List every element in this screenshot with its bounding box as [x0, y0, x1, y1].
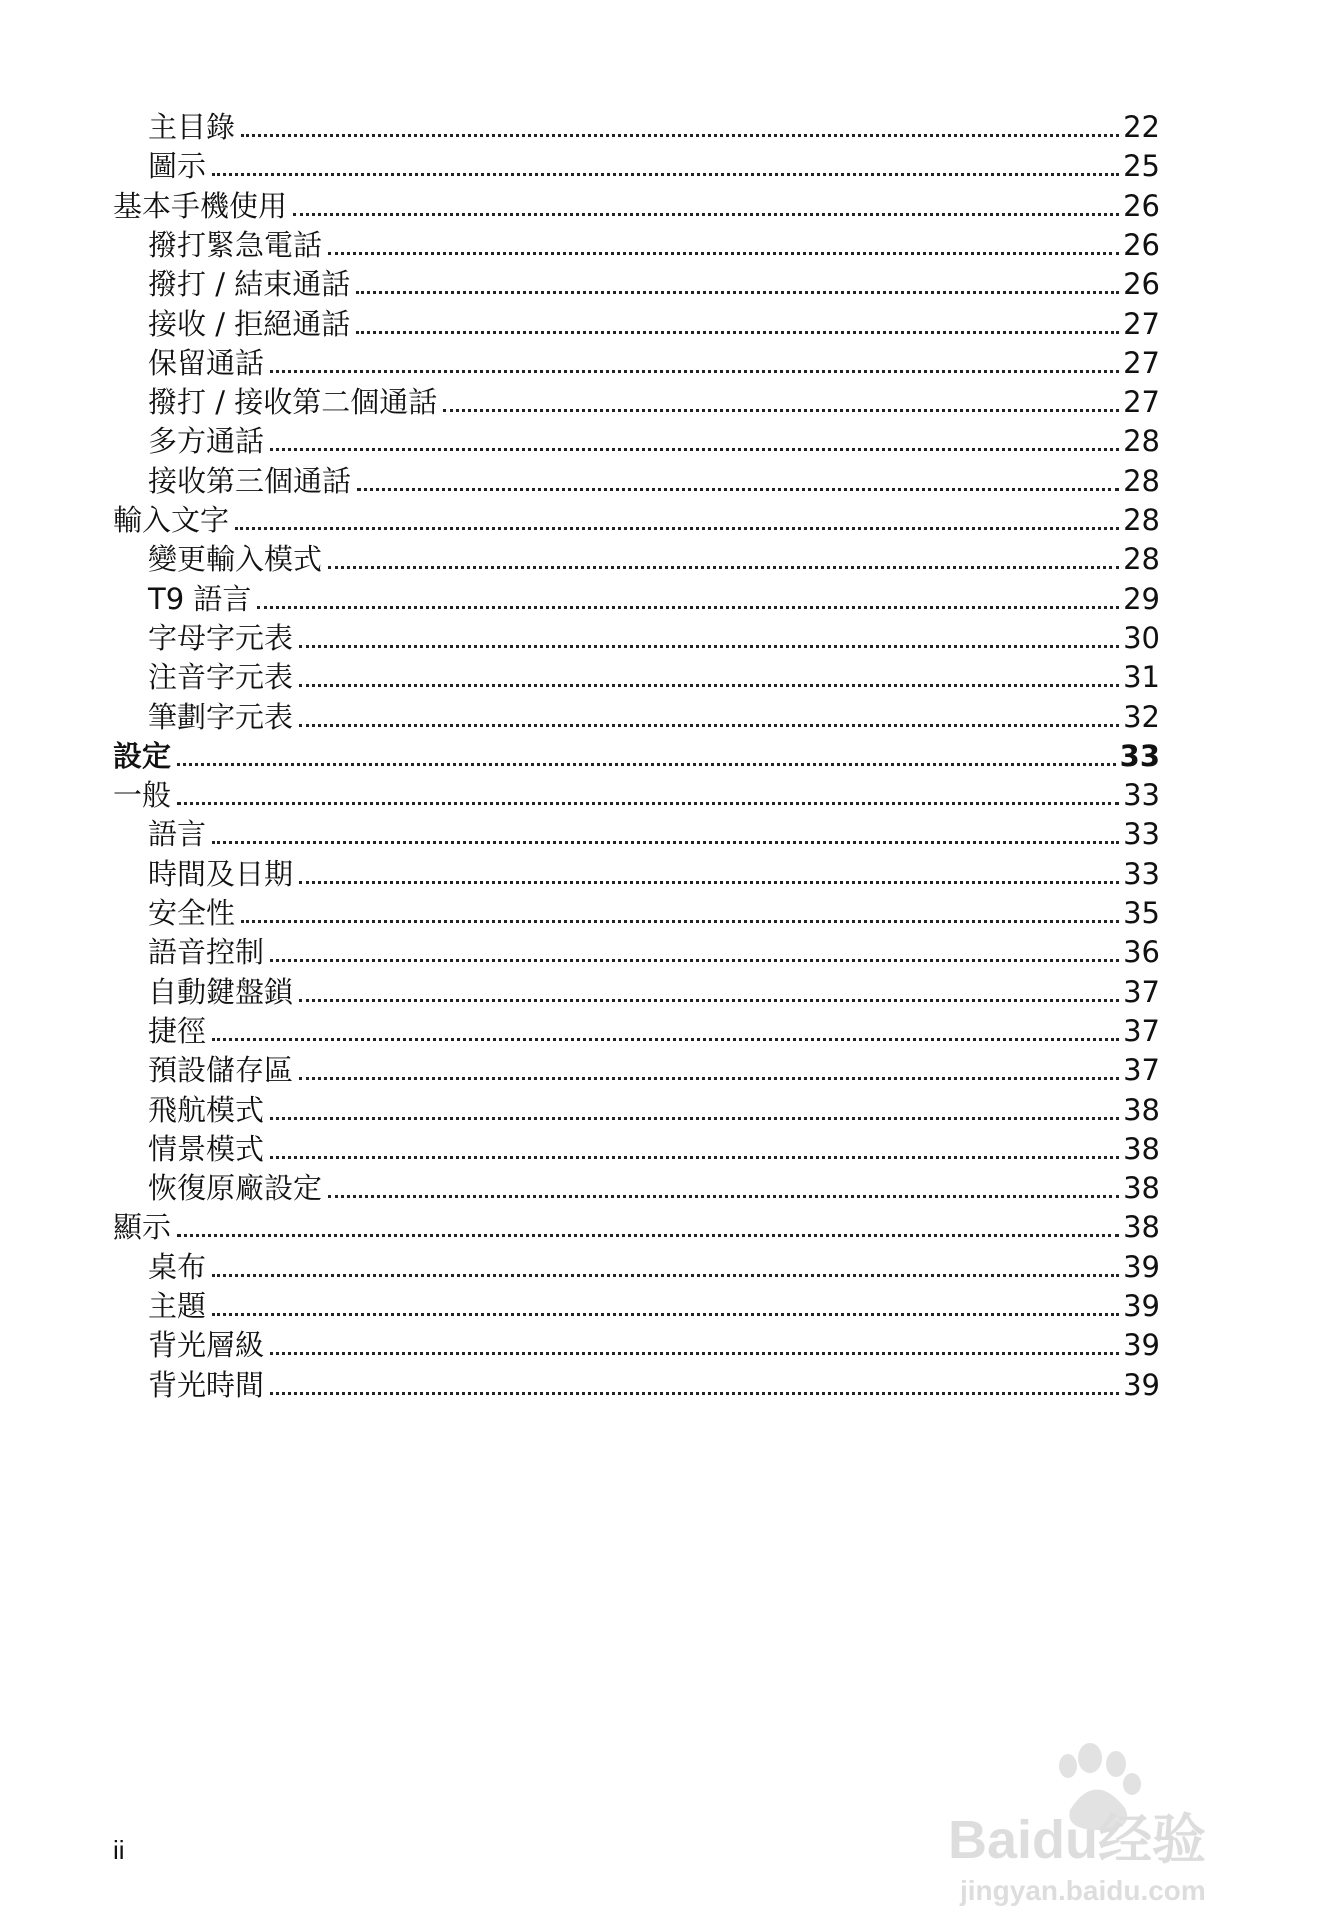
toc-entry-title: 語言 — [148, 817, 207, 852]
toc-entry-page: 33 — [1119, 738, 1160, 773]
dot-leader — [212, 1274, 1119, 1277]
toc-entry — [148, 696, 1160, 738]
dot-leader — [299, 881, 1119, 884]
dot-leader — [241, 134, 1119, 137]
toc-entry — [148, 342, 1160, 384]
toc-entry-title: T9 語言 — [148, 581, 252, 616]
toc-entry-page: 33 — [1123, 856, 1160, 891]
toc-entry — [148, 381, 1160, 423]
toc-entry-page: 38 — [1123, 1171, 1160, 1206]
toc-entry — [148, 1049, 1160, 1091]
toc-entry-page: 37 — [1123, 1013, 1160, 1048]
toc-entry — [148, 617, 1160, 659]
toc-entry-page: 26 — [1123, 267, 1160, 302]
toc-entry-title: 背光時間 — [148, 1367, 265, 1402]
toc-entry-title: 輸入文字 — [113, 503, 230, 537]
toc-entry — [113, 1206, 1160, 1248]
toc-entry — [148, 813, 1160, 855]
toc-entry-page: 32 — [1123, 699, 1160, 734]
dot-leader — [328, 1195, 1119, 1198]
dot-leader — [177, 802, 1119, 805]
watermark-url: jingyan.baidu.com — [960, 1875, 1206, 1906]
toc-entry-title: 基本手機使用 — [113, 188, 288, 223]
toc-entry-title: 撥打緊急電話 — [148, 227, 323, 262]
dot-leader — [356, 291, 1119, 294]
dot-leader — [299, 684, 1119, 687]
dot-leader — [212, 1313, 1119, 1316]
toc-entry — [113, 499, 1160, 541]
dot-leader — [356, 331, 1119, 334]
toc-entry-page: 28 — [1123, 503, 1160, 537]
toc-entry-page: 27 — [1123, 345, 1160, 380]
toc-entry-title: 情景模式 — [148, 1131, 265, 1166]
toc-entry-title: 飛航模式 — [148, 1092, 265, 1127]
toc-entry — [148, 263, 1160, 305]
toc-entry-title: 字母字元表 — [148, 620, 294, 655]
toc-entry-title: 設定 — [113, 738, 172, 773]
page-number: ii — [113, 1835, 125, 1865]
toc-entry — [113, 735, 1160, 777]
dot-leader — [299, 645, 1119, 648]
toc-entry-title: 撥打 / 結束通話 — [148, 267, 351, 302]
dot-leader — [270, 1352, 1119, 1355]
toc-entry-title: 多方通話 — [148, 424, 265, 459]
toc-entry-page: 28 — [1123, 424, 1160, 459]
dot-leader — [235, 527, 1119, 530]
toc-entry-page: 37 — [1123, 974, 1160, 1009]
dot-leader — [357, 488, 1119, 491]
toc-entry — [148, 1285, 1160, 1327]
dot-leader — [177, 1234, 1119, 1237]
toc-entry-title: 注音字元表 — [148, 660, 294, 695]
toc-entry-page: 28 — [1123, 463, 1160, 498]
dot-leader — [293, 213, 1119, 216]
dot-leader — [212, 1038, 1119, 1041]
toc-entry-title: 顯示 — [113, 1210, 172, 1245]
toc-entry-title: 安全性 — [148, 896, 236, 930]
toc-entry-title: 主題 — [148, 1289, 207, 1323]
dot-leader — [270, 448, 1119, 451]
toc-entry-title: 一般 — [113, 778, 172, 813]
baidu-watermark-logo — [940, 1730, 1240, 1910]
toc-entry-title: 捷徑 — [148, 1013, 207, 1048]
toc-entry — [148, 578, 1160, 620]
toc-entry — [148, 656, 1160, 698]
toc-entry-title: 桌布 — [148, 1249, 207, 1284]
toc-entry-page: 22 — [1123, 110, 1160, 144]
toc-entry-title: 預設儲存區 — [148, 1053, 294, 1088]
toc-entry — [148, 892, 1160, 934]
toc-entry-title: 撥打 / 接收第二個通話 — [148, 385, 438, 420]
dot-leader — [328, 566, 1119, 569]
toc-entry — [148, 420, 1160, 462]
toc-entry — [113, 774, 1160, 816]
toc-entry-title: 背光層級 — [148, 1328, 265, 1363]
toc-entry-page: 30 — [1123, 620, 1160, 655]
dot-leader — [241, 920, 1119, 923]
toc-entry — [148, 460, 1160, 502]
watermark-brand: Baidu经验 — [948, 1810, 1207, 1870]
toc-entry-page: 38 — [1123, 1092, 1160, 1127]
toc-entry-page: 38 — [1123, 1210, 1160, 1245]
toc-entry-page: 39 — [1123, 1249, 1160, 1284]
toc-entry — [148, 1128, 1160, 1170]
toc-entry-page: 39 — [1123, 1328, 1160, 1363]
dot-leader — [270, 1117, 1119, 1120]
toc-entry-page: 37 — [1123, 1053, 1160, 1088]
toc-entry-page: 39 — [1123, 1367, 1160, 1402]
dot-leader — [270, 959, 1119, 962]
toc-entry-title: 保留通話 — [148, 345, 265, 380]
toc-entry-title: 時間及日期 — [148, 856, 294, 891]
toc-entry — [148, 538, 1160, 580]
toc-entry — [148, 224, 1160, 266]
toc-entry-page: 26 — [1123, 227, 1160, 262]
toc-entry-page: 26 — [1123, 188, 1160, 223]
toc-entry-title: 筆劃字元表 — [148, 699, 294, 734]
toc-entry — [113, 185, 1160, 227]
toc-entry — [148, 1010, 1160, 1052]
toc-entry-page: 25 — [1123, 149, 1160, 184]
dot-leader — [270, 1392, 1119, 1395]
dot-leader — [177, 763, 1116, 766]
toc-entry — [148, 1324, 1160, 1366]
toc-entry — [148, 1246, 1160, 1288]
toc-entry-title: 圖示 — [148, 149, 207, 184]
dot-leader — [270, 1156, 1119, 1159]
toc-entry-page: 33 — [1123, 817, 1160, 852]
dot-leader — [443, 409, 1119, 412]
toc-entry-title: 語音控制 — [148, 935, 265, 970]
toc-entry-page: 31 — [1123, 660, 1160, 695]
toc-entry-page: 39 — [1123, 1289, 1160, 1323]
toc-entry-page: 29 — [1123, 581, 1160, 616]
dot-leader — [212, 173, 1119, 176]
dot-leader — [257, 606, 1119, 609]
toc-entry-page: 35 — [1123, 896, 1160, 930]
toc-entry-title: 主目錄 — [148, 110, 236, 144]
toc-entry-page: 36 — [1123, 935, 1160, 970]
toc-entry-page: 27 — [1123, 306, 1160, 341]
toc-entry-title: 接收 / 拒絕通話 — [148, 306, 351, 341]
dot-leader — [212, 841, 1119, 844]
toc-entry-page: 33 — [1123, 778, 1160, 813]
toc-entry — [148, 303, 1160, 345]
toc-entry — [148, 145, 1160, 187]
toc-entry-page: 38 — [1123, 1131, 1160, 1166]
toc-entry — [148, 853, 1160, 895]
toc-entry — [148, 1167, 1160, 1209]
toc-entry — [148, 1089, 1160, 1131]
toc-entry-page: 28 — [1123, 542, 1160, 577]
toc-entry — [148, 971, 1160, 1013]
dot-leader — [299, 999, 1119, 1002]
toc-entry-title: 變更輸入模式 — [148, 542, 323, 577]
toc-entry — [148, 1364, 1160, 1406]
toc-entry-title: 恢復原廠設定 — [148, 1171, 323, 1206]
toc-entry-title: 接收第三個通話 — [148, 463, 352, 498]
dot-leader — [328, 252, 1119, 255]
toc-entry — [148, 931, 1160, 973]
toc-entry-page: 27 — [1123, 385, 1160, 420]
toc-entry-title: 自動鍵盤鎖 — [148, 974, 294, 1009]
dot-leader — [299, 1077, 1119, 1080]
toc-entry — [148, 106, 1160, 148]
dot-leader — [299, 724, 1119, 727]
dot-leader — [270, 370, 1119, 373]
